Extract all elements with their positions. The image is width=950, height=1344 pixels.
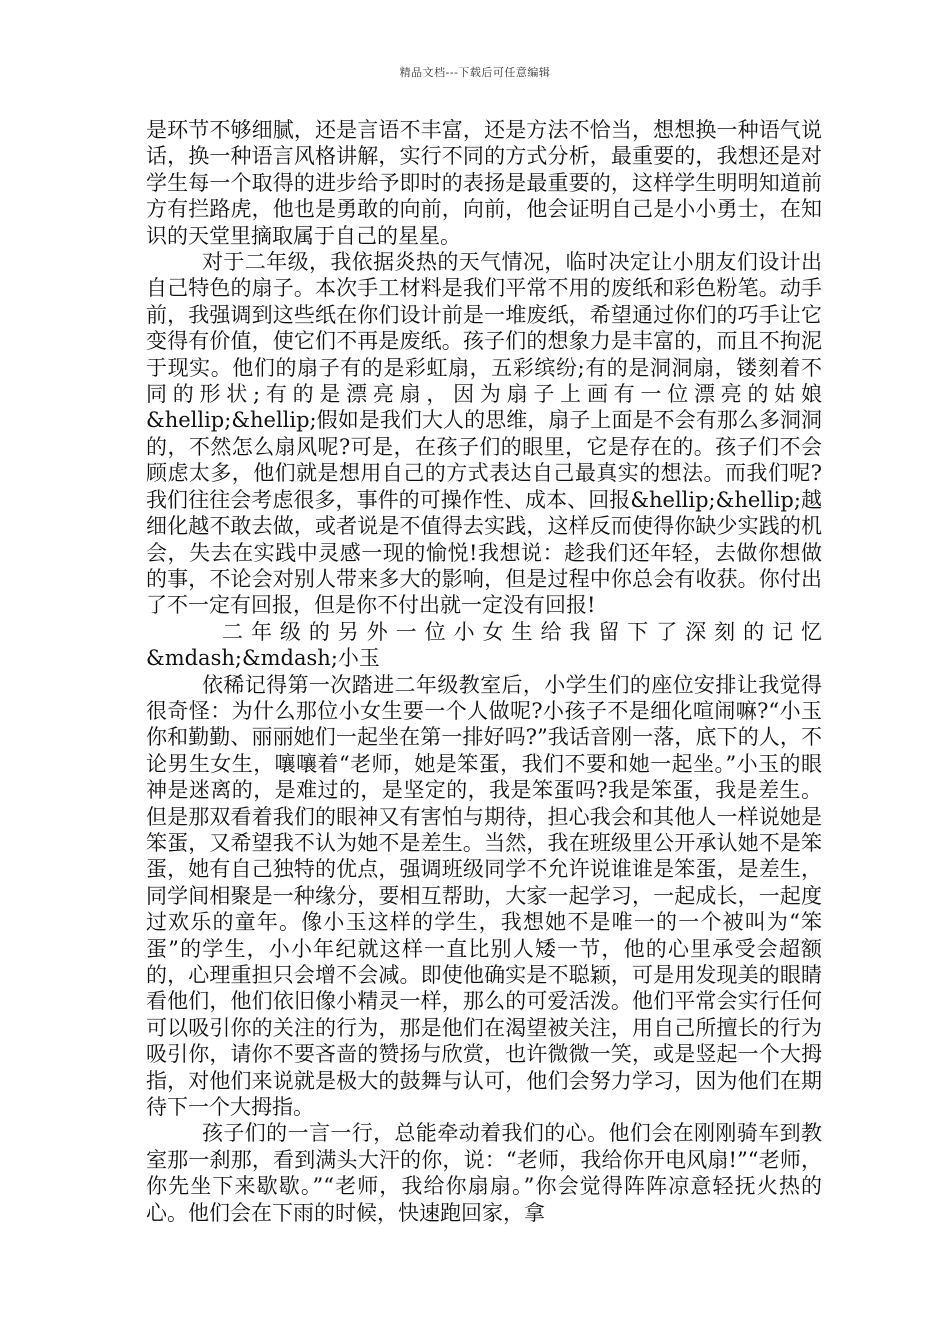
- page-header: 精品文档---下载后可任意编辑: [399, 66, 551, 79]
- paragraph-3: 依稀记得第一次踏进二年级教室后，小学生们的座位安排让我觉得很奇怪：为什么那位小女生要一个人做呢?小孩子不是细化喧闹嘛?“小玉你和勤勤、丽丽她们一起坐在第一排好吗?”我话音刚一落，底下的人，不论男生女生，嚷嚷着“老师，她是笨蛋，我们不要和她一起坐。”小玉的眼神是迷离的，是难过的，是坚定的，我是笨蛋吗?我是笨蛋，我是差生。但是那双看着我们的眼神又有害怕与期待，担心我会和其他人一样说她是笨蛋，又希望我不认为她不是差生。当然，我在班级里公开承认她不是笨蛋，她有自己独特的优点，强调班级同学不允许说谁谁是笨蛋，是差生，同学间相聚是一种缘分，要相互帮助，大家一起学习，一起成长，一起度过欢乐的童年。像小玉这样的学生，我想她不是唯一的一个被叫为“笨蛋”的学生，小小年纪就这样一直比别人矮一节，他的心里承受会超额的，心理重担只会增不会减。即使他确实是不聪颖，可是用发现美的眼睛看他们，他们依旧像小精灵一样，那么的可爱活泼。他们平常会实行任何可以吸引你的关注的行为，那是他们在渴望被关注，用自己所擅长的行为吸引你，请你不要吝啬的赞扬与欣赏，也许微微一笑，或是竖起一个大拇指，对他们来说就是极大的鼓舞与认可，他们会努力学习，因为他们在期待下一个大拇指。: [146, 672, 822, 1120]
- paragraph-heading: 二年级的另外一位小女生给我留下了深刻的记忆: [222, 619, 822, 644]
- paragraph-1: 是环节不够细腻，还是言语不丰富，还是方法不恰当，想想换一种语气说话，换一种语言风格讲解，实行不同的方式分析，最重要的，我想还是对学生每一个取得的进步给予即时的表扬是最重要的，这样学生明明知道前方有拦路虎，他也是勇敢的向前，向前，他会证明自己是小小勇士，在知识的天堂里摘取属于自己的星星。: [146, 118, 822, 248]
- paragraph-2: 对于二年级，我依据炎热的天气情况，临时决定让小朋友们设计出自己特色的扇子。本次手工材料是我们平常不用的废纸和彩色粉笔。动手前，我强调到这些纸在你们设计前是一堆废纸，希望通过你们的巧手让它变得有价值，使它们不再是废纸。孩子们的想象力是丰富的，而且不拘泥于现实。他们的扇子有的是彩虹扇，五彩缤纷;有的是洞洞扇，镂刻着不同的形状;有的是漂亮扇，因为扇子上画有一位漂亮的姑娘&hellip;&hellip;假如是我们大人的思维，扇子上面是不会有那么多洞洞的，不然怎么扇风呢?可是，在孩子们的眼里，它是存在的。孩子们不会顾虑太多，他们就是想用自己的方式表达自己最真实的想法。而我们呢?我们往往会考虑很多，事件的可操作性、成本、回报&hellip;&hellip;越细化越不敢去做，或者说是不值得去实践，这样反而使得你缺少实践的机会，失去在实践中灵感一现的愉悦!我想说：趁我们还年轻，去做你想做的事，不论会对别人带来多大的影响，但是过程中你总会有收获。你付出了不一定有回报，但是你不付出就一定没有回报!: [146, 250, 822, 618]
- paragraph-heading-continued: &mdash;&mdash;小玉: [146, 646, 380, 671]
- paragraph-4: 孩子们的一言一行，总能牵动着我们的心。他们会在刚刚骑车到教室那一刹那，看到满头大汗的你，说：“老师，我给你开电风扇!”“老师，你先坐下来歇歇。”“老师，我给你扇扇。”你会觉得阵阵凉意轻抚火热的心。他们会在下雨的时候，快速跑回家，拿: [146, 1121, 822, 1225]
- document-body: [146, 117, 822, 1226]
